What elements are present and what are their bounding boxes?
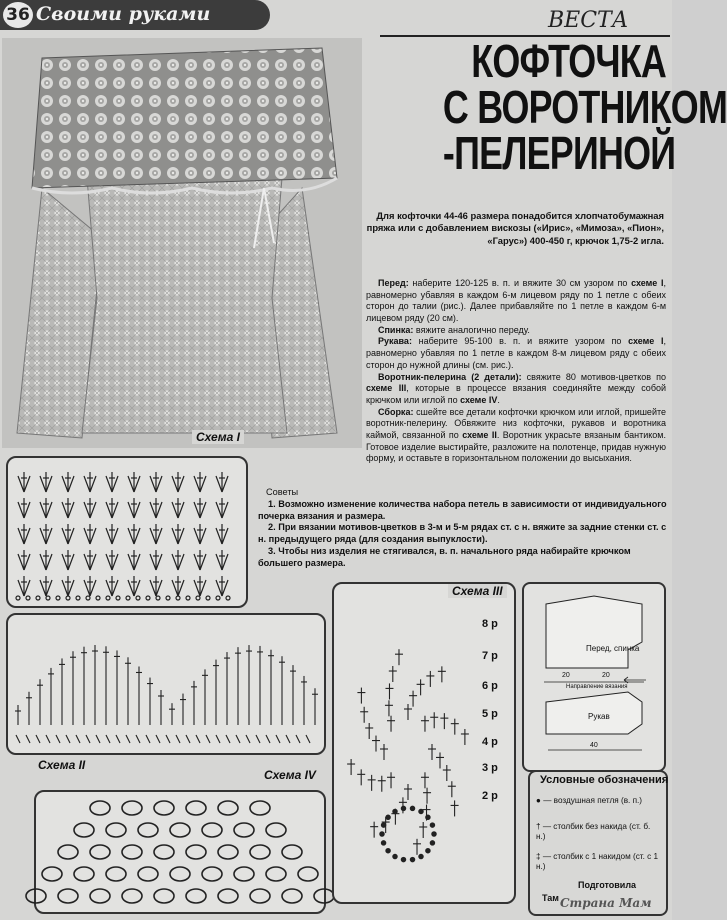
row-label: 5 р — [482, 708, 498, 720]
materials-intro: Для кофточки 44-46 размера понадобится хлопчатобумажная пряжа или с добавлением вискозы («Ирис», «Мимоза», «Пион», «Гарус») 400-450 г, крючок 1,75-2 игла. — [366, 210, 664, 246]
assembly-paragraph — [366, 407, 666, 465]
pattern-dim: 40 — [590, 742, 598, 749]
schema-zigzag-box — [6, 613, 326, 755]
sleeves-label: Рукава: — [378, 336, 412, 347]
pattern-label-direction: Направление вязания — [566, 684, 628, 690]
schema-2-chart — [36, 792, 324, 912]
assembly-label: Сборка: — [378, 406, 414, 417]
collar-text: , которые в процессе вязания соединяйте между собой крючком или иглой по — [366, 383, 666, 405]
sleeves-paragraph — [366, 336, 666, 371]
pattern-label-front-back: Перед, спинка — [586, 644, 640, 653]
schema-2-box — [34, 790, 326, 914]
tip-item: 1. Возможно изменение количества набора петель в зависимости от индивидуального почерка вязания и размера. — [258, 498, 667, 521]
back-text: вяжите аналогично переду. — [413, 324, 530, 335]
legend-item: ● — воздушная петля (в. п.) — [536, 796, 643, 805]
schema-4-label: Схема IV — [260, 768, 320, 782]
schema-3-label: Схема III — [448, 584, 507, 598]
pattern-label-sleeve: Рукав — [588, 712, 610, 721]
schema-2-label: Схема II — [34, 758, 89, 772]
blouse-photo — [2, 38, 362, 448]
page-number: 36 — [3, 2, 33, 28]
section-name: Своими руками — [36, 3, 211, 25]
sleeves-text: , равномерно убавляя по 1 петле в каждом 8-м лицевом ряду с обеих сторон до нужной длины (см. рис.). — [366, 336, 667, 370]
collar-text: . — [497, 394, 500, 405]
pattern-dim: 20 — [602, 672, 610, 679]
blouse-illustration — [2, 38, 362, 448]
row-label: 7 р — [482, 650, 498, 662]
row-label: 8 р — [482, 618, 498, 630]
schema-ref: схеме II — [462, 429, 497, 440]
assembly-text: сшейте все детали кофточки крючком или иглой, пришейте воротник-пелерину. Обвяжите низ кофточки, рукавов и воротника каймой, связанной по — [366, 406, 666, 440]
front-label: Перед: — [378, 278, 409, 288]
article-title — [442, 35, 727, 179]
row-label: 2 р — [482, 790, 498, 802]
row-label: 3 р — [482, 762, 498, 774]
assembly-text: . Воротник украсьте вязаным бантиком. Готовое изделие выстирайте, разложите на полотенце, придав нужную форму, и оставьте в горизонтальном положении до высыхания. — [366, 429, 666, 464]
front-text: , равномерно убавляя в каждом 6-м лицевом ряду по 1 петле с обеих сторон до талии (рис.). Далее прибавляйте по 1 петле в каждом 6-м лицевом ряду (20 см). — [366, 278, 667, 324]
schema-1-chart — [8, 458, 246, 606]
schema-1-box — [6, 456, 248, 608]
schema-ref: схеме IV — [460, 394, 498, 405]
row-label: 4 р — [482, 736, 498, 748]
sleeves-text: наберите 95-100 в. п. и вяжите узором по — [411, 336, 629, 347]
credit-line: Там — [542, 893, 559, 903]
collar-label: Воротник-пелерина (2 детали): — [378, 371, 522, 382]
category-label: ВЕСТА — [548, 8, 629, 33]
schema-1-label: Схема I — [192, 430, 244, 444]
title-line: -ПЕЛЕРИНОЙ — [442, 127, 676, 179]
schema-ref: схеме III — [366, 383, 407, 394]
tips-title: Советы — [266, 487, 299, 497]
credit-line: Подготовила — [578, 880, 637, 890]
legend-title: Условные обозначения — [540, 774, 669, 786]
schema-zigzag-chart — [8, 615, 324, 753]
collar-paragraph — [366, 372, 666, 407]
tips — [258, 487, 668, 569]
tip-item: 2. При вязании мотивов-цветков в 3-м и 5-м рядах ст. с н. вяжите за задние стенки ст. с н. предыдущего ряда (для создания выпуклости). — [258, 522, 667, 545]
instructions — [366, 278, 666, 465]
front-paragraph — [366, 278, 666, 325]
schema-ref: схеме I — [631, 278, 664, 288]
watermark: Страна Мам — [560, 896, 652, 910]
row-label: 6 р — [482, 680, 498, 692]
back-label: Спинка: — [378, 324, 414, 335]
pattern-dim: 20 — [562, 672, 570, 679]
legend-item: † — столбик без накида (ст. б. н.) — [536, 822, 651, 841]
title-line: С ВОРОТНИКОМ — [442, 81, 727, 133]
header-band — [0, 0, 270, 30]
back-paragraph — [366, 325, 666, 337]
collar-text: свяжите 80 мотивов-цветков по — [521, 371, 666, 382]
legend-item: ‡ — столбик с 1 накидом (ст. с 1 н.) — [536, 852, 659, 871]
front-text: наберите 120-125 в. п. и вяжите 30 см узором по — [408, 278, 632, 288]
schema-ref: схеме I — [628, 336, 664, 347]
title-line: КОФТОЧКА — [471, 35, 666, 87]
tip-item: 3. Чтобы низ изделия не стягивался, в. п. начального ряда набирайте крючком большего размера. — [258, 545, 631, 568]
